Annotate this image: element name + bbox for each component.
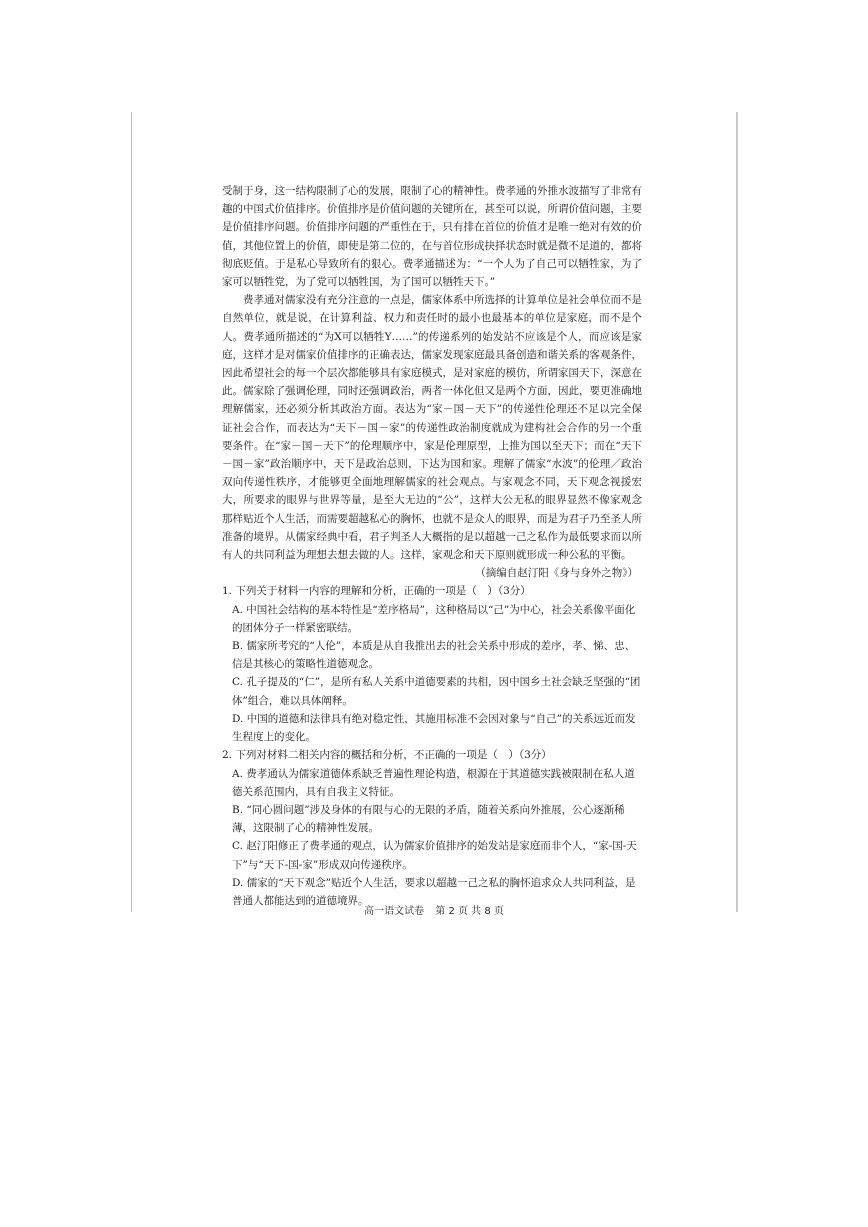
page-left-edge (131, 112, 132, 912)
passage-paragraph-1: 受制于身，这一结构限制了心的发展，限制了心的精神性。费孝通的外推水波描写了非常有趣的中国式价值排序。价值排序是价值问题的关键所在，甚至可以说，所谓价值问题，主要是价值排序问题。价值排序问题的严重性在于，只有排在首位的价值才是唯一绝对有效的价值，其他位置上的价值，即使是第二位的，在与首位形成抉择状态时就是微不足道的，都将彻底贬值。于是私心导致所有的狠心。费孝通描述为：“一个人为了自己可以牺牲家，为了家可以牺牲党，为了党可以牺牲国，为了国可以牺牲天下。” (222, 185, 642, 289)
question-1-option-a: A. 中国社会结构的基本特性是“差序格局”，这种格局以“己”为中心，社会关系像平面化的团体分子一样紧密联结。 (232, 603, 636, 634)
page-footer (0, 902, 868, 917)
question-2-option-a: A. 费孝通认为儒家道德体系缺乏普遍性理论构造，根源在于其道德实践被限制在私人道德关系范围内，具有自我主义特征。 (232, 767, 635, 798)
page-right-edge (736, 112, 738, 912)
passage-paragraph-2: 费孝通对儒家没有充分注意的一点是，儒家体系中所选择的计算单位是社会单位而不是自然单位，就是说，在计算利益、权力和责任时的最小也最基本的单位是家庭，而不是个人。费孝通所描述的“为X可以牺牲Y……”的传递系列的始发站不应该是个人，而应该是家庭，这样才是对儒家价值排序的正确表达，儒家发现家庭最具备创造和谐关系的客观条件，因此希望社会的每一个层次都能够具有家庭模式，是对家庭的模仿，所谓家国天下，深意在此。儒家除了强调伦理，同时还强调政治，两者一体化但又是两个方面，因此，要更准确地理解儒家，还必须分析其政治方面。表达为“家－国－天下”的传递性伦理还不足以完全保证社会合作，而表达为“天下－国－家”的传递性政治制度就成为建构社会合作的另一个重要条件。在“家－国－天下”的伦理顺序中，家是伦理原型，上推为国以至天下；而在“天下－国－家”政治顺序中，天下是政治总则，下达为国和家。理解了儒家“水波”的伦理／政治双向传递性秩序，才能够更全面地理解儒家的社会观点。与家观念不同，天下观念视援宏大，所要求的眼界与世界等量，是至大无边的“公”，这样大公无私的眼界显然不像家观念那样贴近个人生活，而需要超越私心的胸怀，也就不是众人的眼界，而是为君子乃至圣人所准备的境界。从儒家经典中看，君子判圣人大概指的是以超越一己之私作为最低要求而以所有人的共同利益为理想去想去做的人。这样，家观念和天下原则就形成一种公私的平衡。 (222, 294, 642, 562)
footer-page-info: 第 2 页 共 8 页 (435, 906, 504, 917)
question-1-option-c: C. 孔子提及的“仁”，是所有私人关系中道德要素的共相，因中国乡土社会缺乏坚强的“团体”组合，难以具体阐释。 (232, 676, 641, 707)
question-1-stem: 1. 下列关于材料一内容的理解和分析，正确的一项是（ ）（3分） (222, 585, 531, 598)
question-1-option-d: D. 中国的道德和法律具有绝对稳定性，其施用标准不会因对象与“自己”的关系远近而发生程度上的变化。 (232, 712, 636, 744)
question-2-option-c: C. 赵汀阳修正了费孝通的观点，认为儒家价值排序的始发站是家庭而非个人，“家-国-天下”与“天下-国-家”形成双向传递秩序。 (232, 840, 637, 871)
question-2 (222, 746, 642, 910)
question-2-option-d: D. 儒家的“天下观念”贴近个人生活，要求以超越一己之私的胸怀追求众人共同利益，是普通人都能达到的道德境界。 (232, 876, 636, 907)
page-content (222, 182, 642, 910)
question-1-option-b: B. 儒家所考究的“人伦”，本质是从自我推出去的社会关系中形成的差序，孝、悌、忠、信是其核心的策略性道德观念。 (232, 640, 636, 671)
passage-source: （摘编自赵汀阳《身与身外之物》） (475, 567, 638, 580)
question-1 (222, 582, 642, 746)
question-2-stem: 2. 下列对材料二相关内容的概括和分析，不正确的一项是（ ）（3分） (222, 749, 552, 762)
footer-subject: 高一语文试卷 (364, 906, 425, 917)
question-2-option-b: B. “同心圆问题”涉及身体的有限与心的无限的矛盾，随着关系向外推展，公心逐渐稀薄，这限制了心的精神性发展。 (232, 803, 625, 835)
